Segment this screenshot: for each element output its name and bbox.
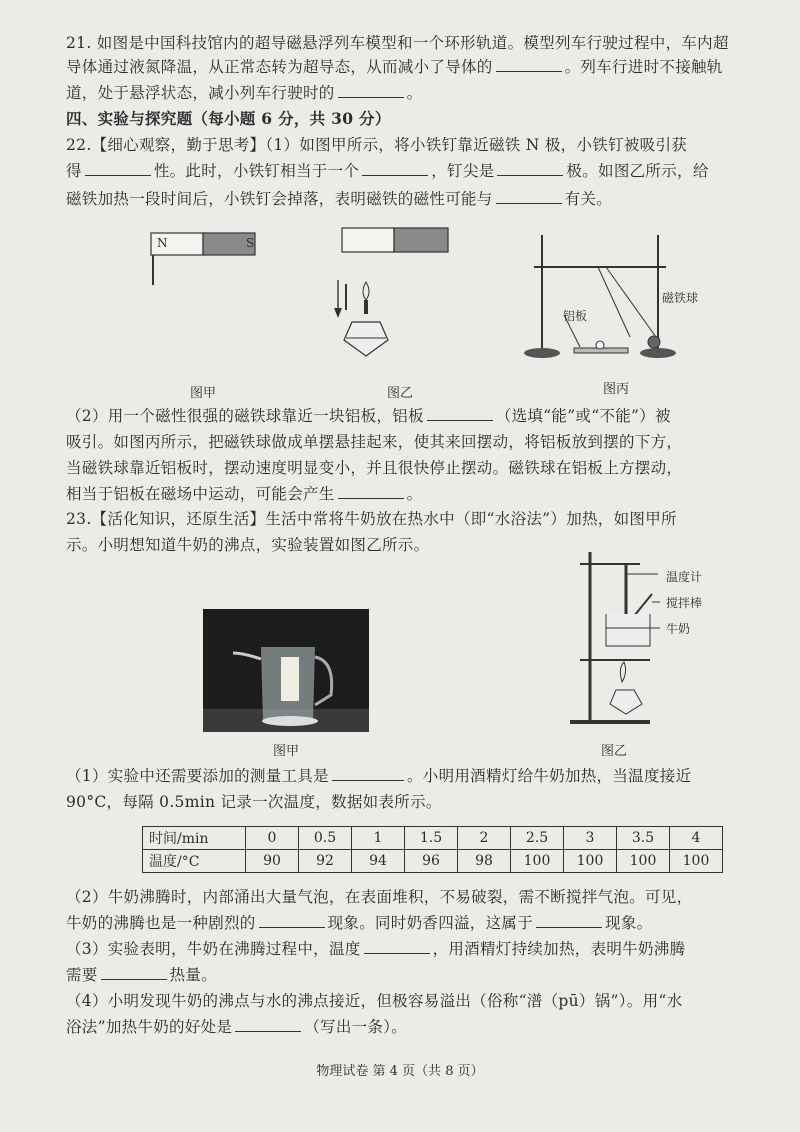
answer-blank[interactable] — [496, 57, 562, 72]
figure-caption: 图甲 — [190, 386, 217, 401]
answer-blank[interactable] — [338, 83, 404, 98]
q23-p3-line2: 需要 热量。 — [66, 966, 218, 984]
table-row — [143, 850, 723, 873]
answer-blank[interactable] — [496, 189, 562, 204]
figure-caption: 图乙 — [387, 386, 414, 401]
table-cell: 100 — [564, 850, 617, 873]
aluminum-plate-label: 铝板 — [563, 309, 588, 323]
q23-p2-line2: 牛奶的沸腾也是一种剧烈的 现象。同时奶香四溢，这属于 现象。 — [66, 914, 653, 932]
magnet-n-label: N — [157, 236, 168, 250]
q23-p4-line1: （4）小明发现牛奶的沸点与水的沸点接近，但极容易溢出（俗称“潽（pū）锅”）。用“水 — [66, 992, 683, 1010]
answer-blank[interactable] — [536, 913, 602, 928]
answer-blank[interactable] — [235, 1017, 301, 1032]
table-cell: 0.5 — [299, 827, 352, 850]
q22-line5: 吸引。如图丙所示，把磁铁球做成单摆悬挂起来，使其来回摆动，将铝板放到摆的下方， — [66, 433, 683, 451]
answer-blank[interactable] — [259, 913, 325, 928]
q21-line1: 21. 如图是中国科技馆内的超导磁悬浮列车模型和一个环形轨道。模型列车行驶过程中，车内超 — [66, 34, 729, 52]
table-cell: 1 — [352, 827, 405, 850]
table-header-temp: 温度/°C — [143, 850, 246, 873]
answer-blank[interactable] — [332, 766, 404, 781]
table-header-time: 时间/min — [143, 827, 246, 850]
table-cell: 3.5 — [617, 827, 670, 850]
magnet-ball-label: 磁铁球 — [662, 291, 699, 305]
answer-blank[interactable] — [85, 161, 151, 176]
q21-line2: 导体通过液氮降温，从正常态转为超导态，从而减小了导体的 。列车行进时不接触轨 — [66, 58, 723, 76]
section-heading: 四、实验与探究题（每小题 6 分，共 30 分） — [66, 109, 391, 128]
answer-blank[interactable] — [362, 161, 428, 176]
table-cell: 100 — [617, 850, 670, 873]
q22-line1: 22.【细心观察，勤于思考】（1）如图甲所示，将小铁钉靠近磁铁 N 极，小铁钉被吸引获 — [66, 136, 688, 154]
milk-label: 牛奶 — [666, 622, 691, 636]
q22-line6: 当磁铁球靠近铝板时，摆动速度明显变小，并且很快停止摆动。磁铁球在铝板上方摆动， — [66, 459, 683, 477]
q23-p1-line2: 90°C，每隔 0.5min 记录一次温度，数据如表所示。 — [66, 793, 442, 811]
q21-line3: 道，处于悬浮状态，减小列车行驶时的 。 — [66, 84, 423, 102]
q23-line1: 23.【活化知识，还原生活】生活中常将牛奶放在热水中（即“水浴法”）加热，如图甲所 — [66, 510, 677, 528]
table-cell: 100 — [511, 850, 564, 873]
figure-caption: 图乙 — [601, 744, 628, 759]
table-cell: 90 — [246, 850, 299, 873]
table-cell: 2.5 — [511, 827, 564, 850]
milk-water-bath-photo — [203, 609, 369, 732]
table-cell: 1.5 — [405, 827, 458, 850]
table-cell: 3 — [564, 827, 617, 850]
page-footer: 物理试卷 第 4 页（共 8 页） — [316, 1064, 484, 1079]
magnet-s-label: S — [246, 236, 255, 250]
answer-blank[interactable] — [364, 939, 430, 954]
q23-line2: 示。小明想知道牛奶的沸点，实验装置如图乙所示。 — [66, 536, 430, 554]
thermometer-label: 温度计 — [666, 570, 703, 584]
figure-caption: 图甲 — [273, 744, 300, 759]
table-cell: 100 — [670, 850, 723, 873]
figure-caption: 图丙 — [603, 382, 630, 397]
temperature-table — [142, 826, 723, 873]
table-cell: 2 — [458, 827, 511, 850]
q22-line7: 相当于铝板在磁场中运动，可能会产生 。 — [66, 485, 423, 503]
answer-blank[interactable] — [101, 965, 167, 980]
answer-blank[interactable] — [427, 406, 493, 421]
table-cell: 92 — [299, 850, 352, 873]
q22-line2: 得 性。此时，小铁钉相当于一个 ，钉尖是 极。如图乙所示，给 — [66, 162, 709, 180]
q23-p3-line1: （3）实验表明，牛奶在沸腾过程中，温度 ，用酒精灯持续加热，表明牛奶沸腾 — [66, 940, 686, 958]
answer-blank[interactable] — [497, 161, 563, 176]
q22-line3: 磁铁加热一段时间后，小铁钉会掉落，表明磁铁的磁性可能与 有关。 — [66, 190, 613, 208]
table-cell: 0 — [246, 827, 299, 850]
table-row — [143, 827, 723, 850]
answer-blank[interactable] — [338, 484, 404, 499]
q22-line4: （2）用一个磁性很强的磁铁球靠近一块铝板，铝板 （选填“能”或“不能”）被 — [66, 407, 671, 425]
figure-magnet-heating — [330, 222, 460, 377]
table-cell: 96 — [405, 850, 458, 873]
q23-p4-line2: 浴法”加热牛奶的好处是 （写出一条）。 — [66, 1018, 408, 1036]
table-cell: 98 — [458, 850, 511, 873]
q23-p2-line1: （2）牛奶沸腾时，内部涌出大量气泡，在表面堆积，不易破裂，需不断搅拌气泡。可见， — [66, 888, 693, 906]
figure-pendulum — [520, 215, 680, 375]
q23-p1-line1: （1）实验中还需要添加的测量工具是 。小明用酒精灯给牛奶加热，当温度接近 — [66, 767, 692, 785]
stirrer-label: 搅拌棒 — [666, 596, 703, 610]
table-cell: 94 — [352, 850, 405, 873]
table-cell: 4 — [670, 827, 723, 850]
